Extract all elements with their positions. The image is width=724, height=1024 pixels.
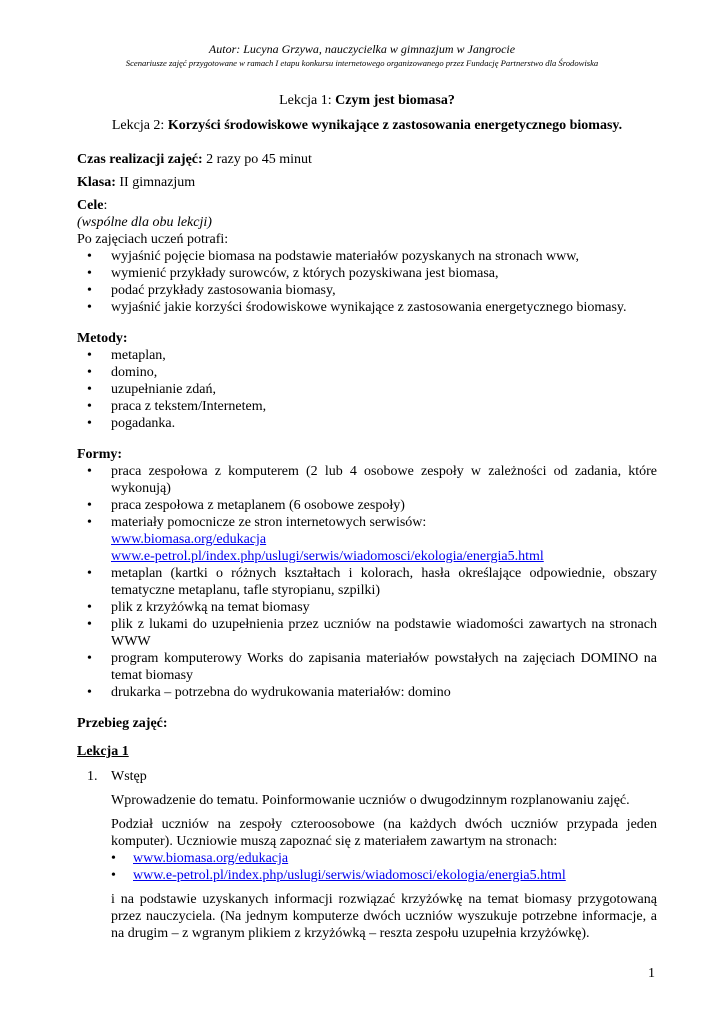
lesson-1-title: Czym jest biomasa? [335, 93, 455, 108]
list-item: • metaplan, [77, 347, 657, 364]
header-subtitle: Scenariusze zajęć przygotowane w ramach I etapu konkursu internetowego organizowanego przez Fundację Partnerstwo dla Środowiska [125, 58, 599, 68]
cele-colon: : [103, 198, 108, 213]
list-item: • podać przykłady zastosowania biomasy, [77, 282, 657, 299]
klasa-value: II gimnazjum [115, 175, 196, 190]
e-petrol-link[interactable]: www.e-petrol.pl/index.php/uslugi/serwis/wiadomosci/ekologia/energia5.html [133, 868, 566, 883]
step-paragraph-2: Podział uczniów na zespoły czteroosobowe (na każdych dwóch uczniów przypada jeden komputer). Uczniowie muszą zapoznać się z materiałem zawartym na stronach: [111, 817, 657, 849]
lesson-2-prefix: Lekcja 2: [111, 118, 168, 133]
metody-heading: Metody: [77, 331, 128, 346]
list-item: • program komputerowy Works do zapisania materiałów powstałych na zajęciach DOMINO na temat biomasy [77, 650, 657, 684]
list-item: • drukarka – potrzebna do wydrukowania materiałów: domino [77, 684, 657, 701]
czas-value: 2 razy po 45 minut [202, 152, 312, 167]
list-item: • wymienić przykłady surowców, z których pozyskiwana jest biomasa, [77, 265, 657, 282]
lesson-2-heading [77, 117, 657, 134]
list-item: • plik z krzyżówką na temat biomasy [77, 599, 657, 616]
list-item: • praca z tekstem/Internetem, [77, 398, 657, 415]
czas-label: Czas realizacji zajęć: [77, 152, 203, 167]
lesson-1-heading [77, 92, 657, 109]
list-item [111, 850, 657, 867]
list-item: • pogadanka. [77, 415, 657, 432]
lekcja-1-heading: Lekcja 1 [77, 744, 129, 759]
step-paragraph-3: i na podstawie uzyskanych informacji rozwiązać krzyżówkę na temat biomasy przygotowaną przez nauczyciela. (Na jednym komputerze dwóch uczniów wyszukuje potrzebne informacje, a na drugim – z wgranym plikiem z krzyżówką – reszta zespołu uzupełnia krzyżówkę). [111, 892, 657, 941]
page-number: 1 [648, 966, 655, 981]
list-item: • wyjaśnić jakie korzyści środowiskowe wynikające z zastosowania energetycznego biomasy. [77, 299, 657, 316]
page-header [0, 42, 724, 69]
przebieg-heading: Przebieg zajęć: [77, 716, 168, 731]
e-petrol-link[interactable]: www.e-petrol.pl/index.php/uslugi/serwis/wiadomosci/ekologia/energia5.html [111, 549, 544, 564]
author-line: Autor: Lucyna Grzywa, nauczycielka w gimnazjum w Jangrocie [208, 42, 516, 56]
cele-note: (wspólne dla obu lekcji) [77, 215, 212, 230]
step-number: 1. [87, 769, 98, 784]
formy-heading: Formy: [77, 447, 123, 462]
document-body [77, 90, 657, 942]
list-item: • wyjaśnić pojęcie biomasa na podstawie materiałów pozyskanych na stronach www, [77, 248, 657, 265]
list-item: • praca zespołowa z komputerem (2 lub 4 osobowe zespoły w zależności od zadania, które wykonują) [77, 463, 657, 497]
cele-list [77, 248, 657, 316]
step-links-list [111, 850, 657, 884]
klasa-line [77, 174, 657, 191]
biomasa-link[interactable]: www.biomasa.org/edukacja [111, 532, 267, 547]
list-item: • uzupełnianie zdań, [77, 381, 657, 398]
czas-line [77, 151, 657, 168]
step-paragraph-1: Wprowadzenie do tematu. Poinformowanie uczniów o dwugodzinnym rozplanowaniu zajęć. [111, 793, 630, 808]
step-1 [77, 768, 657, 785]
formy-list [77, 463, 657, 701]
list-item: • metaplan (kartki o różnych kształtach i kolorach, hasła określające odpowiednie, obszary tematyczne metaplanu, tafle styropianu, szpilki) [77, 565, 657, 599]
list-item [111, 867, 657, 884]
list-item [77, 514, 657, 565]
cele-heading [77, 197, 657, 214]
step-links [77, 850, 657, 884]
klasa-label: Klasa: [77, 175, 116, 190]
cele-label: Cele [77, 198, 104, 213]
metody-list [77, 347, 657, 432]
lesson-1-prefix: Lekcja 1: [279, 93, 336, 108]
list-item: • praca zespołowa z metaplanem (6 osobowe zespoły) [77, 497, 657, 514]
biomasa-link[interactable]: www.biomasa.org/edukacja [133, 851, 289, 866]
lesson-2-title: Korzyści środowiskowe wynikające z zastosowania energetycznego biomasy. [167, 118, 623, 133]
list-item: • domino, [77, 364, 657, 381]
cele-intro: Po zajęciach uczeń potrafi: [77, 232, 229, 247]
step-title: Wstęp [111, 769, 147, 784]
list-item: • plik z lukami do uzupełnienia przez uczniów na podstawie wiadomości zawartych na stronach WWW [77, 616, 657, 650]
formy-materials-text: materiały pomocnicze ze stron internetowych serwisów: [111, 515, 427, 530]
